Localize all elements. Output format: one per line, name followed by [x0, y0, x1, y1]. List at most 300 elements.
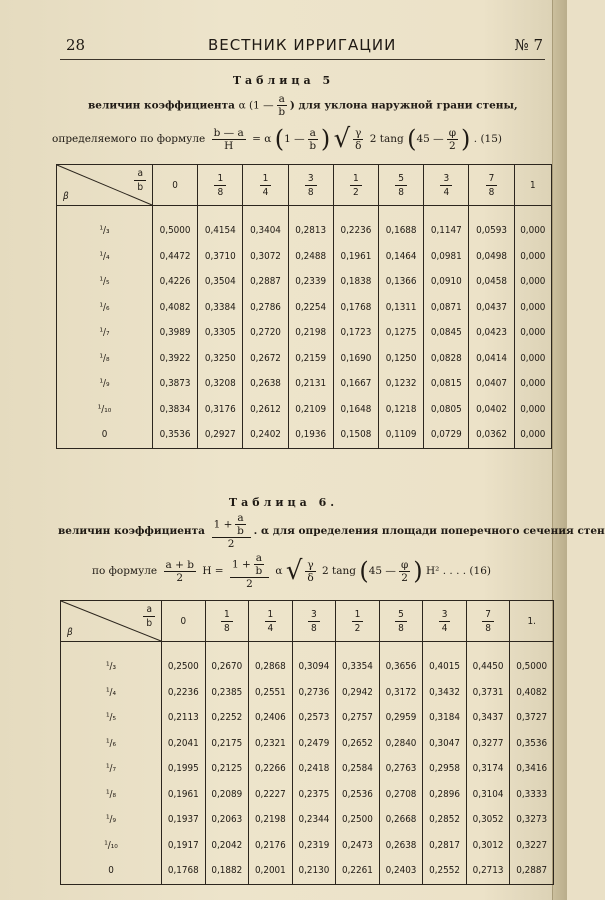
table-row [61, 654, 554, 680]
table-cell: 0,3072 [243, 244, 288, 270]
table5-caption [88, 93, 518, 118]
table-cell: 0,1917 [162, 833, 206, 859]
phi-frac [447, 127, 458, 152]
table-cell: 0,3536 [153, 422, 198, 448]
table-cell: 0,2852 [423, 807, 467, 833]
table-cell: 0,2942 [336, 680, 380, 706]
table-cell: 0,1690 [333, 346, 378, 372]
table-cell: 0,2252 [205, 705, 249, 731]
table-cell: 0,2670 [205, 654, 249, 680]
formula6-angle: 45 — [368, 565, 396, 577]
table-row [57, 218, 552, 244]
spacer-cell [379, 642, 423, 655]
column-fraction [265, 608, 277, 635]
table6-caption [58, 512, 605, 550]
table-cell: 0,2198 [288, 320, 333, 346]
table-cell: 0,0437 [469, 295, 514, 321]
phi-num: φ [448, 126, 457, 139]
corner-den: b [137, 182, 144, 193]
table-cell: 0,2125 [205, 756, 249, 782]
table-cell: 0,2551 [249, 680, 293, 706]
spacer-cell [153, 206, 198, 219]
formula6-one-plus: 1 + [231, 558, 251, 571]
row-beta-label: ¹/₅ [61, 705, 162, 731]
table-cell: 0,3710 [198, 244, 243, 270]
table5-corner-cell [57, 165, 153, 206]
row-beta-label: ¹/₃ [61, 654, 162, 680]
table-cell: 0,1768 [162, 858, 206, 884]
formula6-lhs [164, 559, 196, 584]
table-cell: 0,3404 [243, 218, 288, 244]
table-cell: 0,2321 [249, 731, 293, 757]
table-cell: 0,2089 [205, 782, 249, 808]
table-cell: 0,2063 [205, 807, 249, 833]
gamma-num: γ [355, 126, 362, 139]
spacer-row [61, 642, 554, 655]
table-row [57, 244, 552, 270]
table-cell: 0,3094 [292, 654, 336, 680]
table-cell: 0,5000 [153, 218, 198, 244]
table-cell: 0,0981 [424, 244, 469, 270]
table-cell: 0,2159 [288, 346, 333, 372]
table-cell: 0,3172 [379, 680, 423, 706]
column-fraction [482, 608, 494, 635]
row-beta-label: 0 [61, 858, 162, 884]
table-cell: 0,3536 [510, 731, 554, 757]
table-cell: 0,2552 [423, 858, 467, 884]
table-row [61, 705, 554, 731]
row-beta-label: ¹/₉ [57, 371, 153, 397]
table-cell: 0,1936 [288, 422, 333, 448]
paren-open: ( [274, 125, 285, 153]
row-beta-label: ¹/₃ [57, 218, 153, 244]
table-cell: 0,2840 [379, 731, 423, 757]
table6-caption-fraction [212, 512, 251, 550]
table-row [57, 295, 552, 321]
table5-caption-factor: α (1 — [238, 99, 274, 112]
table6-title: Таблица 6. [228, 496, 339, 509]
table-cell: 0,2488 [288, 244, 333, 270]
spacer-cell [379, 206, 424, 219]
column-den: 4 [441, 622, 448, 634]
table-row [61, 731, 554, 757]
formula6-prefix: по формуле [92, 565, 158, 577]
column-num: 1 [265, 608, 277, 622]
row-beta-label: ¹/₇ [61, 756, 162, 782]
table-cell: 0,4450 [466, 654, 510, 680]
table-cell: 0,3184 [423, 705, 467, 731]
table5-header-row [57, 165, 552, 206]
table-cell: 0,2406 [249, 705, 293, 731]
table-cell: 0,3174 [466, 756, 510, 782]
spacer-cell [61, 642, 162, 655]
spacer-cell [249, 642, 293, 655]
gamma6-num: γ [307, 558, 314, 571]
corner-num: a [134, 167, 146, 181]
table-cell: 0,4154 [198, 218, 243, 244]
spacer-cell [423, 642, 467, 655]
column-header [510, 601, 554, 642]
table-cell: 0,2786 [243, 295, 288, 321]
table-cell: 0,2266 [249, 756, 293, 782]
caption6-inner-frac [235, 512, 245, 537]
spacer-cell [288, 206, 333, 219]
formula-angle: 45 — [416, 133, 444, 145]
table-cell: 0,2713 [466, 858, 510, 884]
table-cell: 0,1508 [333, 422, 378, 448]
table-row [57, 269, 552, 295]
table-cell: 0,0407 [469, 371, 514, 397]
table-cell: 0,2708 [379, 782, 423, 808]
table-cell: 0,1937 [162, 807, 206, 833]
gamma-frac [353, 127, 363, 152]
table-row [57, 422, 552, 448]
column-header [333, 165, 378, 206]
spacer-cell [205, 642, 249, 655]
column-num: 1 [260, 172, 272, 186]
table-cell: 0,2638 [243, 371, 288, 397]
formula6-tang: 2 tang [322, 565, 357, 577]
spacer-cell [162, 642, 206, 655]
table-cell: 0,000 [514, 320, 551, 346]
table-cell: 0,1961 [162, 782, 206, 808]
table-cell: 0,1147 [424, 218, 469, 244]
spacer-cell [469, 206, 514, 219]
table-row [61, 833, 554, 859]
column-den: 4 [443, 186, 450, 198]
table-cell: 0,1648 [333, 397, 378, 423]
column-header [292, 601, 336, 642]
table-cell: 0,2500 [336, 807, 380, 833]
table-cell: 0,3227 [510, 833, 554, 859]
table6-grid [60, 600, 554, 885]
column-num: 1 [214, 172, 226, 186]
table-row [61, 756, 554, 782]
table-cell: 0,3416 [510, 756, 554, 782]
table-cell: 0,2817 [423, 833, 467, 859]
table-cell: 0,3727 [510, 705, 554, 731]
table-cell: 0,2131 [288, 371, 333, 397]
table-cell: 0,3656 [379, 654, 423, 680]
paren-open-2: ( [407, 125, 417, 153]
spacer-cell [292, 642, 336, 655]
table-cell: 0,3834 [153, 397, 198, 423]
column-header [288, 165, 333, 206]
table-cell: 0,2041 [162, 731, 206, 757]
row-beta-label: ¹/₈ [61, 782, 162, 808]
caption-frac-num: a [278, 93, 285, 105]
caption6-frac-top [212, 512, 251, 538]
table-cell: 0,0414 [469, 346, 514, 372]
table-cell: 0,000 [514, 422, 551, 448]
table-cell: 0,2227 [249, 782, 293, 808]
caption6-num: a [237, 512, 244, 524]
column-header [424, 165, 469, 206]
table-row [57, 320, 552, 346]
table-cell: 0,000 [514, 397, 551, 423]
table-cell: 0,0828 [424, 346, 469, 372]
sqrt-sign-icon: √ [333, 124, 351, 154]
table-cell: 0,1723 [333, 320, 378, 346]
row-beta-label: 0 [57, 422, 153, 448]
table-cell: 0,2113 [162, 705, 206, 731]
column-den: 2 [354, 622, 361, 634]
table-cell: 0,3047 [423, 731, 467, 757]
f6-den: b [255, 565, 263, 577]
column-den: 8 [488, 186, 495, 198]
column-header [469, 165, 514, 206]
column-fraction [350, 172, 362, 199]
column-den: 4 [262, 186, 269, 198]
paren6-open: ( [359, 557, 369, 585]
row-beta-label: ¹/₁₀ [57, 397, 153, 423]
table-cell: 0,0498 [469, 244, 514, 270]
table-cell: 0,3104 [466, 782, 510, 808]
formula-inner-frac [308, 127, 318, 152]
running-header [60, 30, 545, 56]
table-cell: 0,4472 [153, 244, 198, 270]
table-cell: 0,2261 [336, 858, 380, 884]
table-cell: 0,3731 [466, 680, 510, 706]
column-den: 8 [398, 622, 404, 634]
row-beta-label: ¹/₅ [57, 269, 153, 295]
column-header [336, 601, 380, 642]
page-binding-edge [552, 0, 567, 900]
table-cell: 0,2236 [333, 218, 378, 244]
table-cell: 0,3277 [466, 731, 510, 757]
row-beta-label: ¹/₆ [57, 295, 153, 321]
table-cell: 0,0729 [424, 422, 469, 448]
table-cell: 0,2868 [249, 654, 293, 680]
sqrt6-sign-icon: √ [285, 556, 303, 586]
table-cell: 0,3989 [153, 320, 198, 346]
table-cell: 0,4082 [510, 680, 554, 706]
column-fraction [352, 608, 364, 635]
page-number: 28 [66, 36, 86, 54]
table-row [61, 782, 554, 808]
row-beta-label: ¹/₇ [57, 320, 153, 346]
table-cell: 0,000 [514, 346, 551, 372]
column-header [423, 601, 467, 642]
table-cell: 0,4226 [153, 269, 198, 295]
table-cell: 0,1688 [379, 218, 424, 244]
spacer-cell [514, 206, 551, 219]
lhs6-den: 2 [176, 571, 184, 584]
spacer-cell [243, 206, 288, 219]
table-cell: 0,2001 [249, 858, 293, 884]
table-cell: 0,2927 [198, 422, 243, 448]
table-cell: 0,2236 [162, 680, 206, 706]
column-num: 7 [482, 608, 494, 622]
table-cell: 0,0910 [424, 269, 469, 295]
column-num: 3 [439, 608, 451, 622]
table-cell: 0,3012 [466, 833, 510, 859]
inner-den: b [309, 139, 317, 152]
table-cell: 0,1768 [333, 295, 378, 321]
table-cell: 0,1995 [162, 756, 206, 782]
table6-header-row [61, 601, 554, 642]
table-cell: 0,1961 [333, 244, 378, 270]
caption-frac-den: b [278, 106, 286, 118]
column-den: 8 [217, 186, 224, 198]
table-cell: 0,1838 [333, 269, 378, 295]
table-cell: 0,3333 [510, 782, 554, 808]
table-cell: 0,1311 [379, 295, 424, 321]
column-num: 3 [440, 172, 452, 186]
column-label: 1 [530, 179, 536, 191]
table5-formula [52, 124, 502, 154]
table-cell: 0,0458 [469, 269, 514, 295]
spacer-row [57, 206, 552, 219]
column-den: 8 [307, 186, 314, 198]
column-fraction [214, 172, 226, 199]
table5-caption-fraction [277, 93, 287, 118]
corner6-ab-fraction [143, 603, 155, 630]
spacer-cell [466, 642, 510, 655]
table-row [61, 858, 554, 884]
table-cell: 0,2319 [292, 833, 336, 859]
table-cell: 0,3922 [153, 346, 198, 372]
table-cell: 0,2500 [162, 654, 206, 680]
column-label: 0 [180, 615, 187, 627]
table-cell: 0,2536 [336, 782, 380, 808]
table-cell: 0,2479 [292, 731, 336, 757]
formula-tang: 2 tang [369, 133, 404, 145]
table6-corner-cell [61, 601, 162, 642]
column-den: 8 [311, 622, 317, 634]
column-den: 8 [485, 622, 491, 634]
caption6-one-plus: 1 + [213, 518, 233, 531]
spacer-cell [333, 206, 378, 219]
header-rule [60, 59, 545, 60]
phi6-num: φ [400, 558, 409, 571]
formula6-coeff-top [230, 552, 269, 578]
table6-caption-suffix: . α для определения площади поперечного сечения стен [253, 525, 605, 537]
column-header [162, 601, 206, 642]
row-beta-label: ¹/₁₀ [61, 833, 162, 859]
caption6-frac-bottom: 2 [227, 538, 235, 550]
table-cell: 0,3176 [198, 397, 243, 423]
corner6-beta: β [67, 627, 73, 638]
formula6-inner-frac [254, 552, 264, 577]
table-cell: 0,4015 [423, 654, 467, 680]
phi6-den: 2 [401, 571, 408, 584]
table-cell: 0,1232 [379, 371, 424, 397]
lhs-den: H [224, 139, 234, 152]
corner6-den: b [146, 618, 153, 629]
column-fraction [439, 608, 451, 635]
column-num: 1 [350, 172, 362, 186]
column-label: 1. [527, 615, 536, 627]
column-header [379, 601, 423, 642]
row-beta-label: ¹/₉ [61, 807, 162, 833]
table-row [61, 807, 554, 833]
table-cell: 0,3437 [466, 705, 510, 731]
gamma6-den: δ [307, 571, 314, 584]
caption6-den: b [237, 525, 244, 537]
formula6-h: H = [202, 565, 224, 577]
column-fraction [395, 172, 407, 199]
column-header [379, 165, 424, 206]
column-label: 0 [172, 179, 178, 191]
table-cell: 0,2418 [292, 756, 336, 782]
column-num: 1 [221, 608, 233, 622]
table-cell: 0,2175 [205, 731, 249, 757]
column-header [514, 165, 551, 206]
column-num: 5 [395, 172, 407, 186]
table-cell: 0,1464 [379, 244, 424, 270]
table-cell: 0,000 [514, 371, 551, 397]
column-fraction [260, 172, 272, 199]
column-num: 5 [395, 608, 407, 622]
table-cell: 0,3250 [198, 346, 243, 372]
row-beta-label: ¹/₄ [61, 680, 162, 706]
table-cell: 0,2344 [292, 807, 336, 833]
table5-caption-prefix: величин коэффициента [88, 99, 235, 112]
table-cell: 0,2176 [249, 833, 293, 859]
inner-num: a [309, 126, 316, 139]
table-cell: 0,2672 [243, 346, 288, 372]
table5-title: Таблица 5 [232, 74, 335, 87]
table-cell: 0,1882 [205, 858, 249, 884]
corner6-num: a [143, 603, 155, 617]
paren6-close: ) [413, 557, 423, 585]
table-cell: 0,2403 [379, 858, 423, 884]
row-beta-label: ¹/₈ [57, 346, 153, 372]
spacer-cell [510, 642, 554, 655]
formula6-coeff-bottom: 2 [246, 578, 253, 590]
row-beta-label: ¹/₆ [61, 731, 162, 757]
table-cell: 0,3052 [466, 807, 510, 833]
table-cell: 0,3384 [198, 295, 243, 321]
table-cell: 0,1218 [379, 397, 424, 423]
table-cell: 0,2638 [379, 833, 423, 859]
table-cell: 0,0362 [469, 422, 514, 448]
table-cell: 0,2584 [336, 756, 380, 782]
issue-number: № 7 [514, 36, 543, 54]
table-cell: 0,0593 [469, 218, 514, 244]
column-fraction [305, 172, 317, 199]
table-cell: 0,2736 [292, 680, 336, 706]
formula-lhs [212, 127, 246, 152]
table-cell: 0,2109 [288, 397, 333, 423]
column-num: 7 [486, 172, 498, 186]
column-num: 1 [352, 608, 364, 622]
column-den: 2 [353, 186, 359, 198]
table-cell: 0,000 [514, 244, 551, 270]
formula6-coeff [230, 552, 269, 590]
formula-prefix: определяемого по формуле [52, 133, 206, 145]
table-cell: 0,1109 [379, 422, 424, 448]
formula-inner: 1 — [284, 133, 305, 145]
table-cell: 0,2896 [423, 782, 467, 808]
row-beta-label: ¹/₄ [57, 244, 153, 270]
table-cell: 0,2573 [292, 705, 336, 731]
table-cell: 0,3208 [198, 371, 243, 397]
table-cell: 0,3305 [198, 320, 243, 346]
table-cell: 0,2813 [288, 218, 333, 244]
table6-caption-prefix: величин коэффициента [58, 525, 205, 537]
table-cell: 0,5000 [510, 654, 554, 680]
column-fraction [440, 172, 452, 199]
table-cell: 0,000 [514, 218, 551, 244]
spacer-cell [57, 206, 153, 219]
formula6-alpha: α [275, 565, 283, 577]
table-cell: 0,2757 [336, 705, 380, 731]
lhs6-num: a + b [165, 558, 194, 571]
table-cell: 0,0845 [424, 320, 469, 346]
table6-formula [92, 552, 491, 590]
